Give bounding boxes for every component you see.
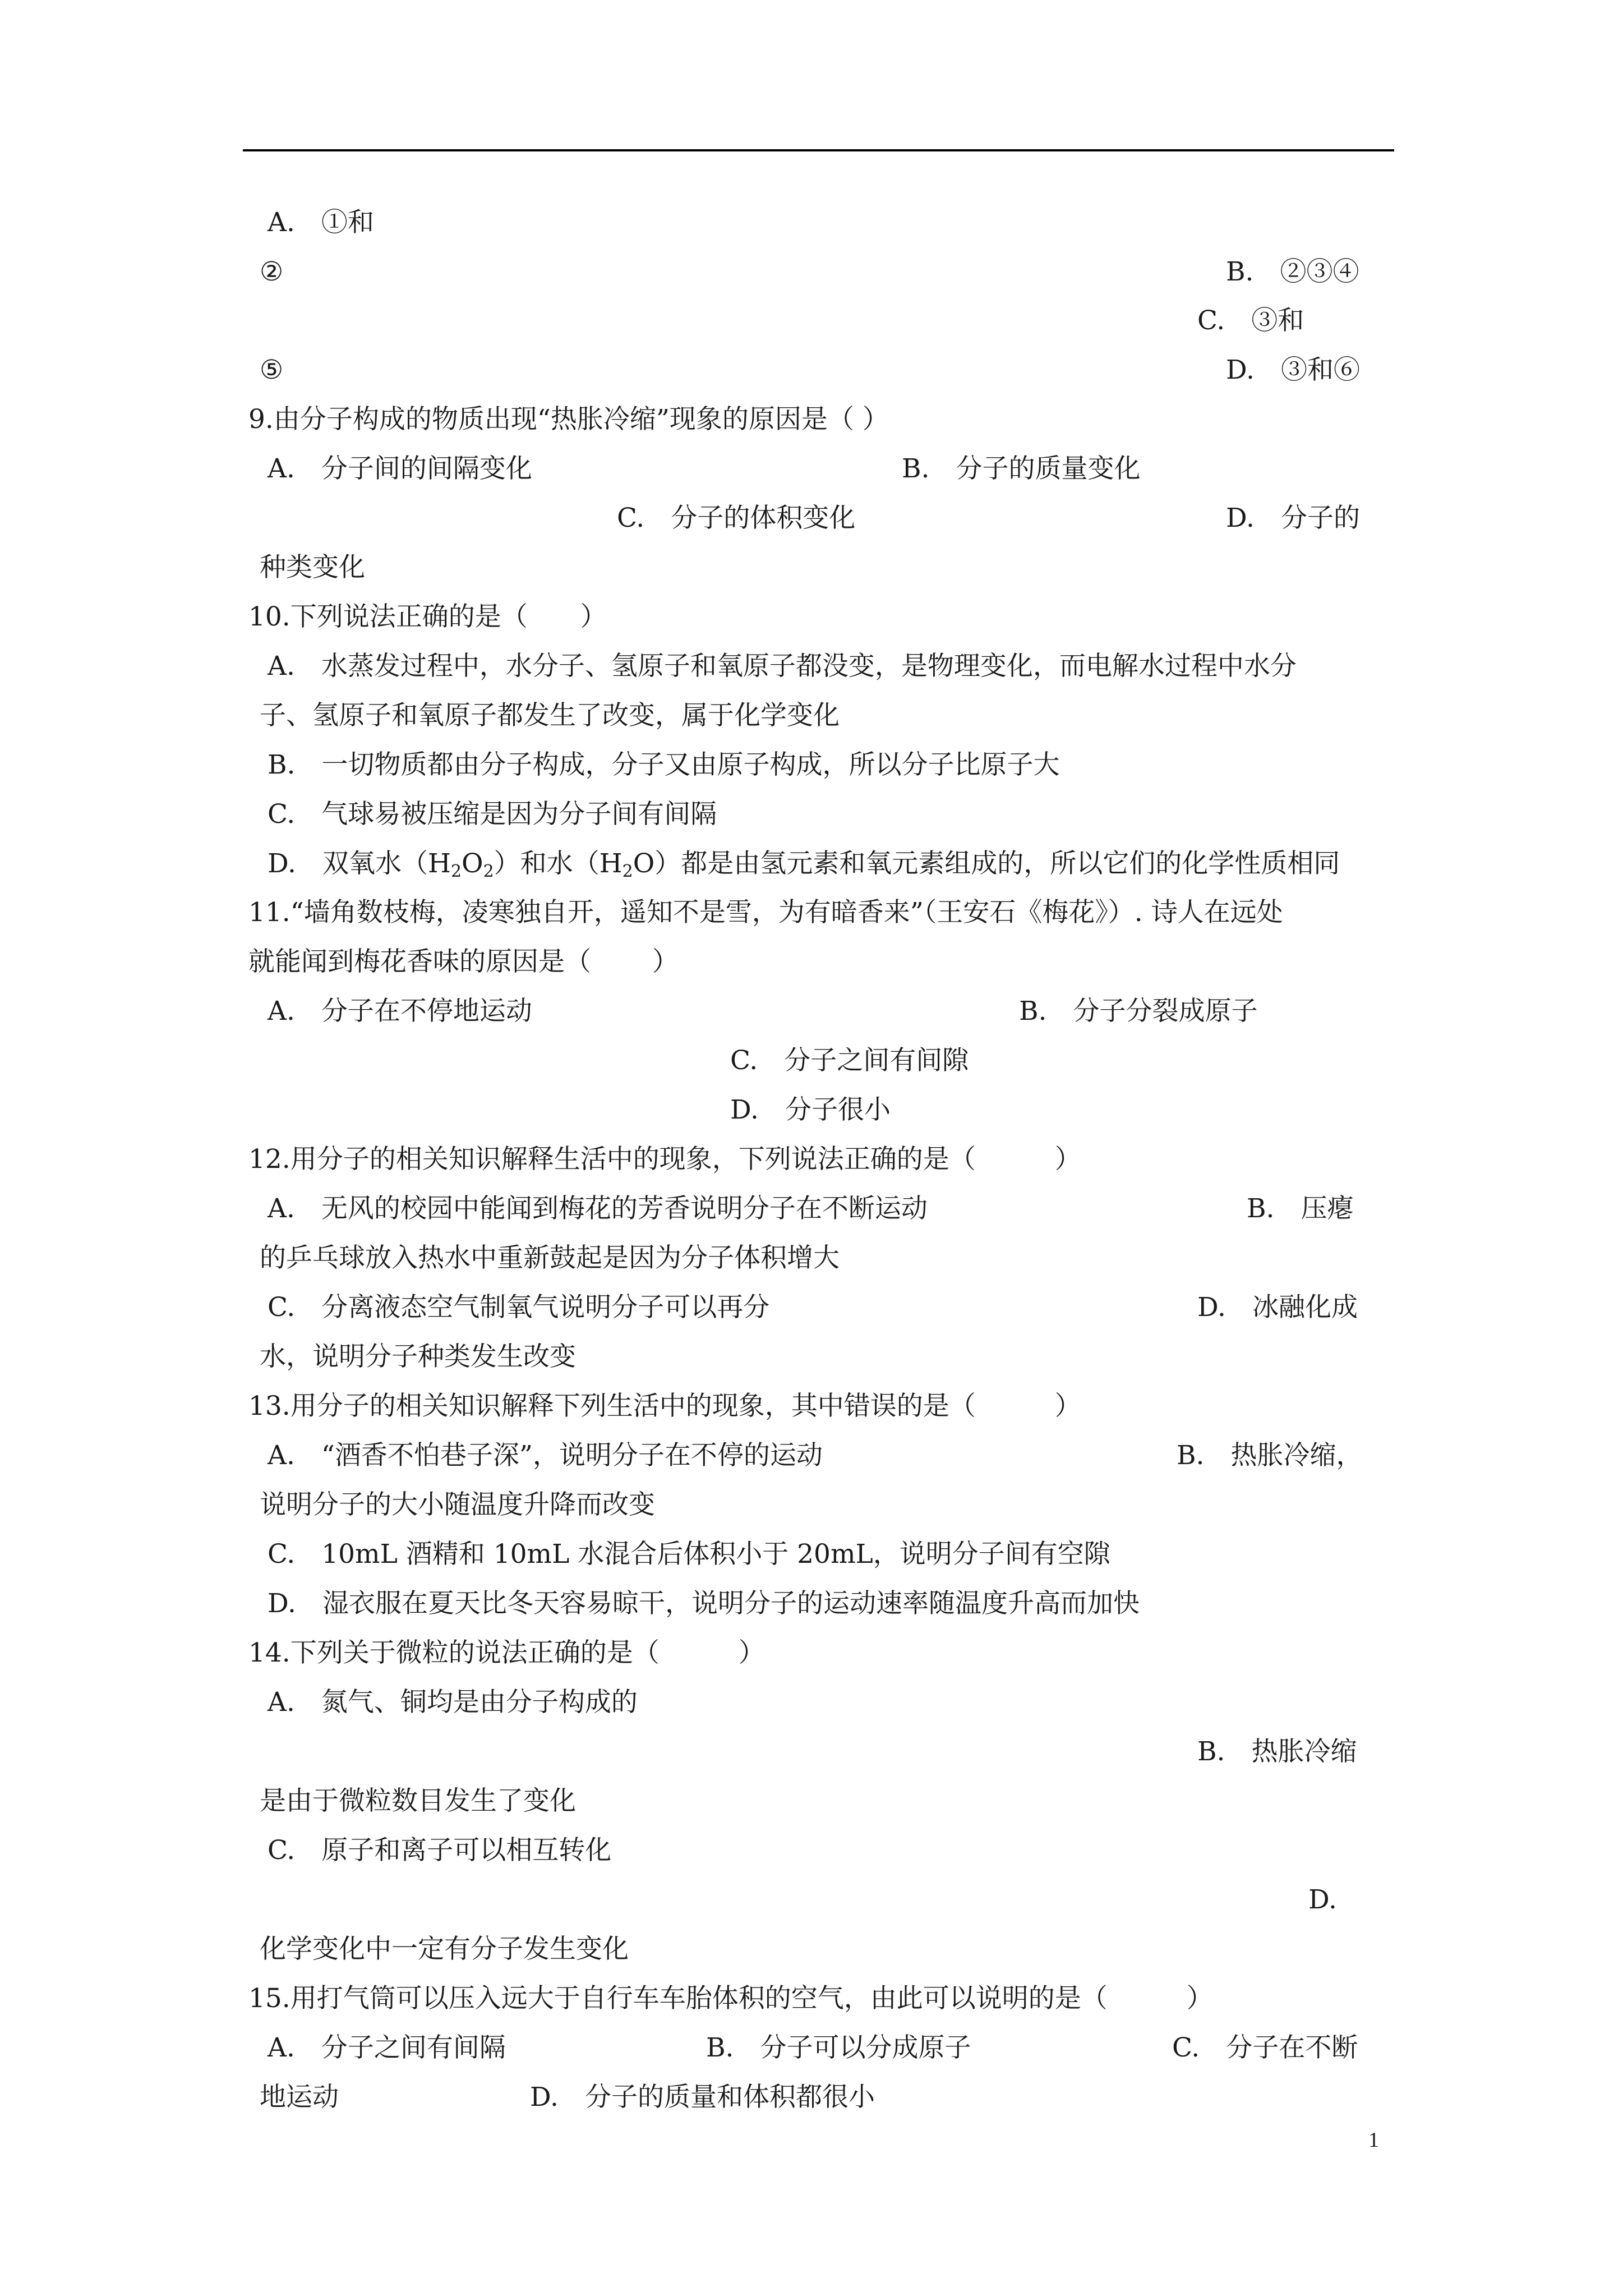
- q12-option-b: B. 压瘪: [1247, 1193, 1354, 1224]
- q11-stem-line2: 就能闻到梅花香味的原因是（ ）: [248, 946, 679, 977]
- q12-option-d-cont: 水，说明分子种类发生改变: [260, 1341, 576, 1372]
- q9-option-a: A. 分子间的间隔变化: [268, 453, 532, 484]
- q12-option-c: C. 分离液态空气制氧气说明分子可以再分: [268, 1292, 770, 1323]
- q15-option-b: B. 分子可以分成原子: [706, 2032, 971, 2063]
- q13-option-d: D. 湿衣服在夏天比冬天容易晾干，说明分子的运动速率随温度升高而加快: [268, 1588, 1140, 1619]
- q10-stem: 10.下列说法正确的是（ ）: [248, 601, 607, 632]
- q9-option-c: C. 分子的体积变化: [617, 503, 856, 533]
- q9-option-b: B. 分子的质量变化: [902, 453, 1141, 484]
- q11-option-a: A. 分子在不停地运动: [268, 996, 532, 1027]
- q9-option-d: D. 分子的: [1226, 503, 1360, 533]
- q8-option-a: A. ①和: [268, 207, 374, 238]
- q9-stem: 9.由分子构成的物质出现“热胀冷缩”现象的原因是（ ）: [248, 404, 889, 435]
- q14-option-b: B. 热胀冷缩: [1197, 1736, 1357, 1767]
- header-rule: [243, 149, 1394, 151]
- q13-option-b-cont: 说明分子的大小随温度升降而改变: [260, 1489, 655, 1520]
- q11-option-b: B. 分子分裂成原子: [1019, 996, 1258, 1027]
- q9-option-d-cont: 种类变化: [260, 552, 365, 583]
- q15-stem: 15.用打气筒可以压入远大于自行车车胎体积的空气，由此可以说明的是（ ）: [248, 1983, 1213, 2014]
- q14-option-a: A. 氮气、铜均是由分子构成的: [268, 1687, 638, 1718]
- q13-option-a: A. “酒香不怕巷子深”，说明分子在不停的运动: [268, 1440, 823, 1471]
- q15-option-a: A. 分子之间有间隔: [268, 2032, 506, 2063]
- q11-option-c: C. 分子之间有间隙: [730, 1045, 969, 1076]
- q15-option-d: D. 分子的质量和体积都很小: [530, 2082, 875, 2113]
- q14-stem: 14.下列关于微粒的说法正确的是（ ）: [248, 1637, 765, 1668]
- q10-option-d: D. 双氧水$(H_2O_2)$和水$(H_2O)$都是由氢元素和氧元素组成的，所以它们的化学性质相同: [268, 848, 1340, 881]
- q8-option-b: B. ②③④: [1226, 256, 1359, 287]
- q13-option-b: B. 热胀冷缩，: [1177, 1440, 1363, 1471]
- q13-option-c: C. 10mL 酒精和 10mL 水混合后体积小于 20mL，说明分子间有空隙: [268, 1539, 1110, 1570]
- page-number: 1: [1368, 2128, 1379, 2152]
- q8-option-c-cont: ⑤: [260, 355, 284, 385]
- q10-option-c: C. 气球易被压缩是因为分子间有间隔: [268, 799, 717, 830]
- q10-option-a-line1: A. 水蒸发过程中，水分子、氢原子和氧原子都没变，是物理变化，而电解水过程中水分: [268, 651, 1297, 682]
- q15-option-c-cont: 地运动: [260, 2082, 339, 2113]
- q13-stem: 13.用分子的相关知识解释下列生活中的现象，其中错误的是（ ）: [248, 1391, 1081, 1421]
- q8-option-c: C. ③和: [1197, 305, 1304, 336]
- q12-option-d: D. 冰融化成: [1197, 1292, 1358, 1323]
- q8-option-d: D. ③和⑥: [1226, 355, 1360, 385]
- q11-stem-line1: 11.“墙角数枝梅，凌寒独自开，遥知不是雪，为有暗香来”（王安石《梅花》）. 诗人在远处: [248, 897, 1283, 928]
- q15-option-c: C. 分子在不断: [1172, 2032, 1358, 2063]
- q14-option-c: C. 原子和离子可以相互转化: [268, 1835, 612, 1866]
- q12-option-b-cont: 的乒乓球放入热水中重新鼓起是因为分子体积增大: [260, 1243, 840, 1273]
- q12-option-a: A. 无风的校园中能闻到梅花的芳香说明分子在不断运动: [268, 1193, 928, 1224]
- q12-stem: 12.用分子的相关知识解释生活中的现象，下列说法正确的是（ ）: [248, 1144, 1081, 1175]
- q14-option-d: D.: [1308, 1884, 1337, 1915]
- q14-option-b-cont: 是由于微粒数目发生了变化: [260, 1786, 576, 1816]
- q10-option-a-line2: 子、氢原子和氧原子都发生了改变，属于化学变化: [260, 700, 840, 731]
- q8-option-a-cont: ②: [260, 256, 284, 287]
- q14-option-d-cont: 化学变化中一定有分子发生变化: [260, 1934, 629, 1964]
- q10-option-b: B. 一切物质都由分子构成，分子又由原子构成，所以分子比原子大: [268, 749, 1060, 780]
- q11-option-d: D. 分子很小: [730, 1094, 891, 1125]
